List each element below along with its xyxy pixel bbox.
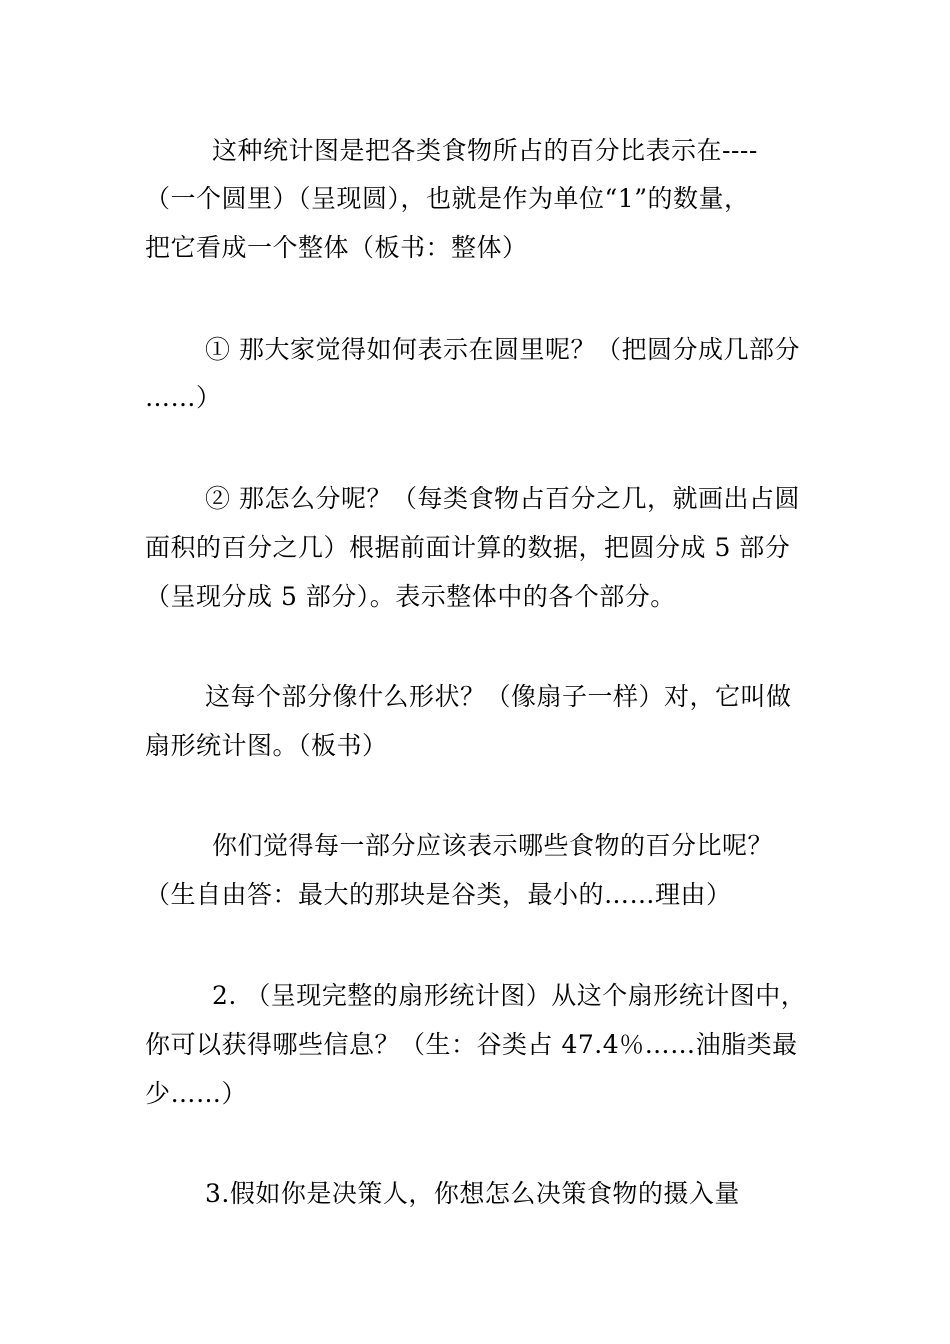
- paragraph-2-line-2: ……）: [145, 383, 222, 412]
- paragraph-6-line-2: 你可以获得哪些信息？（生：谷类占 47.4％……油脂类最: [145, 1030, 798, 1059]
- paragraph-4-line-2: 扇形统计图。（板书）: [145, 731, 388, 760]
- paragraph-3-line-2: 面积的百分之几）根据前面计算的数据，把圆分成 5 部分: [145, 533, 791, 562]
- paragraph-1-line-2: （一个圆里）（呈现圆），也就是作为单位“1”的数量，: [145, 184, 750, 213]
- paragraph-7-line-1: 3.假如你是决策人，你想怎么决策食物的摄入量: [205, 1179, 740, 1208]
- paragraph-6-line-1: 2. （呈现完整的扇形统计图）从这个扇形统计图中，: [212, 981, 807, 1010]
- paragraph-6-line-3: 少……）: [145, 1079, 248, 1108]
- paragraph-1-line-3: 把它看成一个整体（板书：整体）: [145, 233, 528, 262]
- paragraph-3-line-1: ② 那怎么分呢？（每类食物占百分之几，就画出占圆: [205, 484, 800, 513]
- paragraph-2-line-1: ① 那大家觉得如何表示在圆里呢？（把圆分成几部分: [205, 335, 800, 364]
- paragraph-5-line-1: 你们觉得每一部分应该表示哪些食物的百分比呢？: [212, 831, 774, 860]
- paragraph-3-line-3: （呈现分成 5 部分）。表示整体中的各个部分。: [145, 582, 676, 611]
- paragraph-5-line-2: （生自由答：最大的那块是谷类，最小的……理由）: [145, 880, 732, 909]
- paragraph-1-line-1: 这种统计图是把各类食物所占的百分比表示在----: [212, 136, 758, 165]
- paragraph-4-line-1: 这每个部分像什么形状？（像扇子一样）对，它叫做: [205, 682, 792, 711]
